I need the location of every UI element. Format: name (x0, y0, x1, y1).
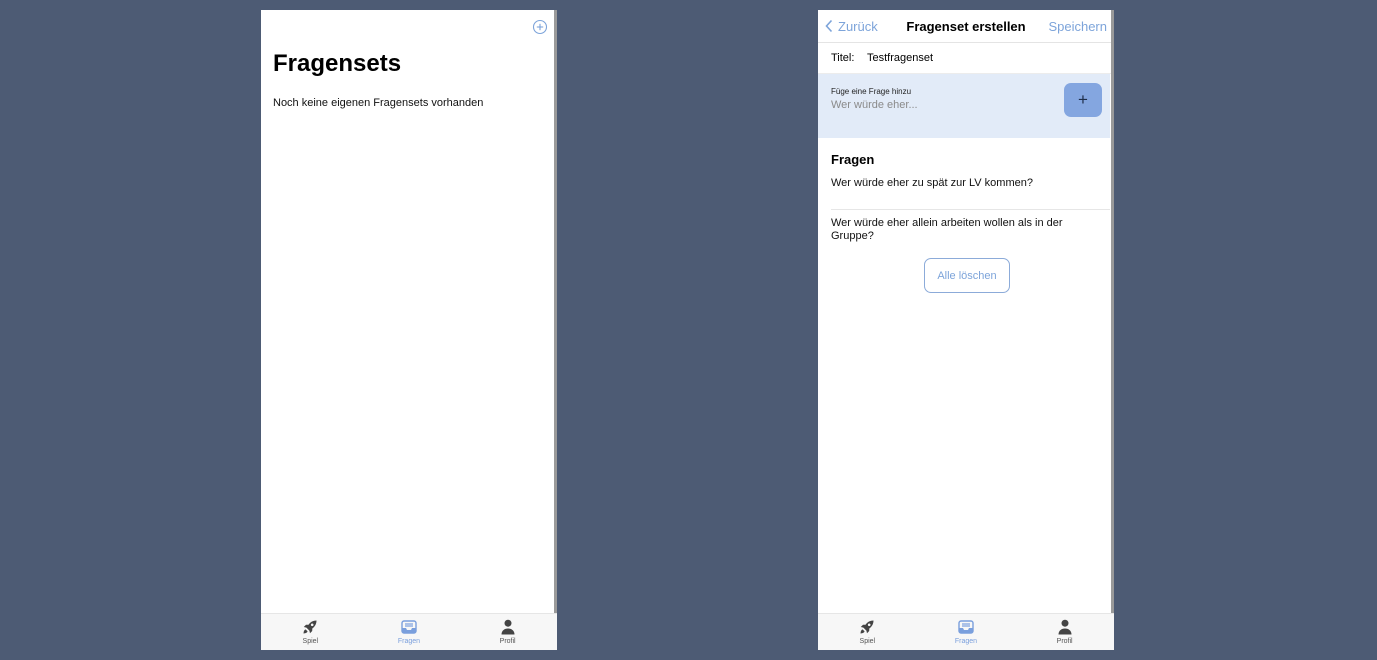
inbox-icon (957, 618, 975, 636)
tab-fragen[interactable] (369, 614, 449, 645)
save-button[interactable]: Speichern (1048, 19, 1107, 34)
tab-profil[interactable] (468, 614, 548, 645)
inbox-icon (400, 618, 418, 636)
rocket-icon (301, 618, 319, 636)
tab-label: Fragen (397, 638, 421, 645)
back-label: Zurück (838, 18, 878, 34)
fragenset-erstellen-screen (818, 10, 1114, 650)
add-question-button[interactable]: + (1064, 83, 1102, 117)
plus-circle-icon[interactable] (532, 19, 548, 35)
tab-label: Spiel (302, 638, 319, 645)
tab-label: Spiel (859, 638, 876, 645)
list-item[interactable]: Wer würde eher zu spät zur LV kommen? (831, 177, 1033, 189)
tab-label: Fragen (954, 638, 978, 645)
tab-bar (261, 613, 557, 650)
back-button[interactable] (824, 10, 878, 42)
person-icon (1056, 618, 1074, 636)
add-question-caption: Füge eine Frage hinzu (831, 87, 912, 96)
empty-state-message: Noch keine eigenen Fragensets vorhanden (273, 97, 484, 109)
tab-spiel[interactable] (827, 614, 907, 645)
page-title: Fragensets (273, 50, 402, 77)
scrollbar[interactable] (554, 10, 557, 614)
tab-label: Profil (1056, 638, 1073, 645)
questions-heading: Fragen (831, 152, 875, 167)
title-value[interactable]: Testfragenset (867, 52, 934, 64)
list-item[interactable]: Wer würde eher allein arbeiten wollen als in der Gruppe? (831, 217, 1063, 242)
scrollbar[interactable] (1111, 10, 1114, 614)
divider (831, 209, 1110, 210)
rocket-icon (858, 618, 876, 636)
tab-label: Profil (499, 638, 516, 645)
person-icon (499, 618, 517, 636)
navigation-bar (818, 10, 1114, 43)
tab-profil[interactable] (1025, 614, 1105, 645)
fragensets-screen (261, 10, 557, 650)
nav-title: Fragenset erstellen (906, 19, 1026, 34)
tab-spiel[interactable] (270, 614, 350, 645)
tab-fragen[interactable] (926, 614, 1006, 645)
add-question-panel (818, 74, 1110, 138)
title-label: Titel: (831, 52, 855, 64)
title-field[interactable] (818, 43, 1114, 74)
tab-bar (818, 613, 1114, 650)
chevron-left-icon (824, 19, 834, 33)
delete-all-button[interactable]: Alle löschen (924, 258, 1010, 293)
question-input[interactable] (831, 98, 1051, 112)
